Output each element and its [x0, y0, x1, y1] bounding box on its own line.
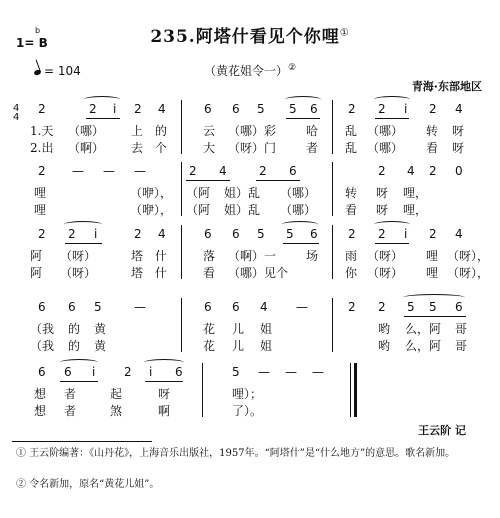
lyric-syllable: 么，	[405, 339, 430, 353]
note: 6	[310, 227, 318, 241]
note: 2	[38, 164, 46, 178]
lyric-syllable: 哩	[426, 249, 439, 263]
lyric-syllable: 哥	[455, 339, 468, 353]
note: 5	[429, 300, 437, 314]
lyric-syllable: 啊	[158, 404, 171, 418]
lyric-syllable: （我	[30, 339, 55, 353]
beam	[86, 118, 120, 119]
note: —	[296, 300, 308, 314]
note: 5	[289, 102, 297, 116]
note: 5	[94, 300, 102, 314]
note: 5	[257, 227, 265, 241]
lyric-syllable: 黄	[94, 339, 107, 353]
lyric-syllable: （哪）	[280, 203, 317, 217]
note: 2	[378, 164, 386, 178]
lyric-syllable: （呀）	[60, 266, 97, 280]
lyric-syllable: 哩，	[403, 186, 428, 200]
notes-row-4	[0, 300, 500, 316]
lyric-syllable: （呀）	[367, 249, 404, 263]
slur	[285, 96, 321, 103]
lyric-syllable: 呀	[376, 186, 389, 200]
lyric-syllable: 者	[64, 387, 77, 401]
lyric-syllable: （咿），	[130, 203, 173, 217]
slur	[60, 359, 98, 366]
lyric-syllable: 场	[306, 249, 319, 263]
note: 2	[68, 227, 76, 241]
note: —	[103, 164, 115, 178]
lyric-syllable: 1= B	[16, 36, 48, 50]
note: —	[258, 365, 270, 379]
note: 2	[348, 227, 356, 241]
lyric-syllable: 塔	[131, 266, 144, 280]
lyric-syllable: 想	[34, 387, 47, 401]
lyric-syllable: 塔	[131, 249, 144, 263]
note: 0	[455, 164, 463, 178]
lyric-syllable: 想	[34, 404, 47, 418]
note: 2	[89, 102, 97, 116]
beam	[256, 180, 300, 181]
note: 6	[68, 300, 76, 314]
lyric-syllable: 的	[155, 124, 168, 138]
note: i	[92, 365, 96, 379]
note: 4	[219, 164, 227, 178]
note: 2	[124, 365, 132, 379]
note: 4	[158, 227, 166, 241]
lyrics-verse-2	[0, 337, 500, 353]
lyric-syllable: 姐）乱	[224, 186, 261, 200]
lyric-syllable: 4	[13, 103, 20, 114]
lyric-syllable: 姐	[260, 339, 273, 353]
lyric-syllable: （哪）	[367, 141, 404, 155]
lyric-syllable: b	[35, 26, 41, 35]
lyric-syllable: 的	[68, 322, 81, 336]
note: 5	[257, 102, 265, 116]
lyric-syllable: 者	[64, 404, 77, 418]
slur	[282, 221, 318, 228]
note: 5	[286, 227, 294, 241]
note: 2	[38, 227, 46, 241]
lyric-syllable: （哪）	[280, 186, 317, 200]
song-subtitle	[0, 62, 500, 79]
beam	[60, 381, 98, 382]
lyrics-verse-2	[0, 402, 500, 418]
lyrics-verse-2	[0, 139, 500, 155]
footnote-2: ② 令名新加，原名“黄花儿姐”。	[16, 479, 160, 490]
note: 4	[407, 164, 415, 178]
lyric-syllable: 姐	[260, 322, 273, 336]
transcriber-credit: 王云阶 记	[418, 424, 466, 437]
lyric-syllable: 阿	[429, 339, 442, 353]
lyric-syllable: 雨	[345, 249, 358, 263]
note: —	[134, 164, 146, 178]
note: i	[94, 227, 98, 241]
lyric-syllable: 235.阿塔什看见个你哩	[150, 27, 340, 47]
lyric-syllable: （阿	[186, 203, 211, 217]
lyric-syllable: 转	[345, 186, 358, 200]
slur	[403, 294, 465, 301]
lyric-syllable: 煞	[110, 404, 123, 418]
note: 6	[232, 102, 240, 116]
note: 6	[38, 365, 46, 379]
lyric-syllable: 姐）乱	[224, 203, 261, 217]
lyric-syllable: （哪）彩	[228, 124, 277, 138]
note: 6	[232, 300, 240, 314]
note: —	[134, 300, 146, 314]
lyric-syllable: 2.出	[30, 141, 54, 155]
note: 6	[310, 102, 318, 116]
lyric-syllable: 哟	[378, 339, 391, 353]
lyric-syllable: 呀	[452, 141, 465, 155]
lyric-syllable: 起	[110, 387, 123, 401]
lyric-syllable: 花	[203, 322, 216, 336]
lyric-syllable: 落	[203, 249, 216, 263]
lyric-syllable: （哪）	[367, 124, 404, 138]
lyric-syllable: 看	[345, 203, 358, 217]
lyric-syllable: （呀）	[367, 266, 404, 280]
note: —	[312, 365, 324, 379]
song-title	[0, 22, 500, 47]
lyric-syllable: 你	[345, 266, 358, 280]
beam	[375, 118, 409, 119]
lyric-syllable: 的	[68, 339, 81, 353]
lyric-syllable: 什	[155, 266, 168, 280]
lyric-syllable: （呀），	[447, 266, 490, 280]
note: 6	[38, 300, 46, 314]
note: —	[72, 164, 84, 178]
lyric-syllable: （呀）	[60, 249, 97, 263]
note: 6	[204, 227, 212, 241]
lyric-syllable: （呀）门	[228, 141, 277, 155]
note: 5	[232, 365, 240, 379]
note: 2	[134, 227, 142, 241]
note: 2	[378, 300, 386, 314]
lyric-syllable: 呀	[452, 124, 465, 138]
slur	[84, 96, 120, 103]
note: —	[285, 365, 297, 379]
beam	[65, 243, 102, 244]
note: 4	[455, 102, 463, 116]
note: 2	[189, 164, 197, 178]
note: 5	[407, 300, 415, 314]
lyric-syllable: 乱	[345, 124, 358, 138]
region-label: 青海·东部地区	[411, 80, 482, 93]
lyric-syllable: （啊）	[68, 141, 105, 155]
note: 6	[289, 164, 297, 178]
notes-row-2	[0, 164, 500, 180]
lyric-syllable: 了）。	[232, 404, 263, 418]
lyrics-verse-1	[0, 184, 500, 200]
note: 6	[232, 227, 240, 241]
note: 2	[38, 102, 46, 116]
slur	[374, 96, 410, 103]
lyric-syllable: 阿	[30, 266, 43, 280]
note: i	[404, 227, 408, 241]
footnote-divider	[12, 441, 152, 442]
note: 6	[204, 102, 212, 116]
notes-row-3	[0, 227, 500, 243]
lyric-syllable: 大	[203, 141, 216, 155]
lyrics-verse-1	[0, 122, 500, 138]
lyric-syllable: 哩	[34, 203, 47, 217]
note: 2	[348, 300, 356, 314]
lyric-syllable: 阿	[30, 249, 43, 263]
lyric-syllable: 4	[13, 112, 20, 123]
lyric-syllable: 云	[203, 124, 216, 138]
lyric-syllable: 去	[131, 141, 144, 155]
beam	[286, 118, 320, 119]
beam	[186, 180, 230, 181]
lyric-syllable: 哩）；	[232, 387, 263, 401]
lyric-syllable: 哥	[455, 322, 468, 336]
lyrics-verse-1	[0, 385, 500, 401]
slur	[64, 221, 102, 228]
lyric-syllable: 个	[155, 141, 168, 155]
lyric-syllable: （哪）见个	[228, 266, 289, 280]
note: 2	[348, 102, 356, 116]
lyric-syllable: （黄花姐令一）	[203, 64, 288, 78]
lyrics-verse-1	[0, 247, 500, 263]
lyric-syllable: 哟	[378, 322, 391, 336]
note: 4	[455, 227, 463, 241]
lyrics-verse-1	[0, 320, 500, 336]
notes-row-5	[0, 365, 500, 381]
slur	[144, 359, 184, 366]
beam	[283, 243, 319, 244]
lyrics-verse-2	[0, 201, 500, 217]
note: 2	[429, 227, 437, 241]
lyric-syllable: 儿	[232, 339, 245, 353]
note: 2	[429, 164, 437, 178]
key-signature	[16, 26, 48, 50]
lyric-syllable: 哈	[306, 124, 319, 138]
note: 2	[134, 102, 142, 116]
lyric-syllable: 上	[131, 124, 144, 138]
note: 2	[259, 164, 267, 178]
note: 4	[260, 300, 268, 314]
lyric-syllable: （阿	[186, 186, 211, 200]
lyric-syllable: 1.天	[30, 124, 54, 138]
lyric-syllable: （我	[30, 322, 55, 336]
slur	[374, 221, 410, 228]
note: 6	[175, 365, 183, 379]
note: i	[404, 102, 408, 116]
lyric-syllable: （咿），	[130, 186, 173, 200]
note: 6	[64, 365, 72, 379]
lyric-syllable: = 104	[44, 64, 81, 78]
footnote-1: ① 王云阶编著：《山丹花》，上海音乐出版社，1957年。“阿塔什”是“什么地方”的意思。歌名新加。	[16, 448, 456, 459]
note: 4	[158, 102, 166, 116]
lyric-syllable: 儿	[232, 322, 245, 336]
lyric-syllable: 什	[155, 249, 168, 263]
note: 6	[455, 300, 463, 314]
lyric-syllable: （哪）	[68, 124, 105, 138]
beam	[404, 316, 466, 317]
lyric-syllable: 么，	[405, 322, 430, 336]
lyric-syllable: 花	[203, 339, 216, 353]
lyric-syllable: 呀	[376, 203, 389, 217]
note: 6	[204, 300, 212, 314]
beam	[375, 243, 409, 244]
lyric-syllable: ①	[339, 27, 350, 39]
note: i	[113, 102, 117, 116]
lyric-syllable: 哩	[34, 186, 47, 200]
lyrics-verse-2	[0, 264, 500, 280]
beam	[145, 381, 183, 382]
lyric-syllable: 阿	[429, 322, 442, 336]
note: 2	[378, 227, 386, 241]
lyric-syllable: 呀	[158, 387, 171, 401]
lyric-syllable: （呀），	[447, 249, 490, 263]
lyric-syllable: ②	[287, 63, 297, 73]
lyric-syllable: 黄	[94, 322, 107, 336]
lyric-syllable: 转	[426, 124, 439, 138]
lyric-syllable: 哩	[426, 266, 439, 280]
notes-row-1	[0, 102, 500, 118]
lyric-syllable: 看	[426, 141, 439, 155]
lyric-syllable: （啊）一	[228, 249, 277, 263]
lyric-syllable: 看	[203, 266, 216, 280]
lyric-syllable: 乱	[345, 141, 358, 155]
lyric-syllable: 者	[306, 141, 319, 155]
note: 2	[378, 102, 386, 116]
note: 2	[429, 102, 437, 116]
note: i	[149, 365, 153, 379]
lyric-syllable: 哩，	[403, 203, 428, 217]
